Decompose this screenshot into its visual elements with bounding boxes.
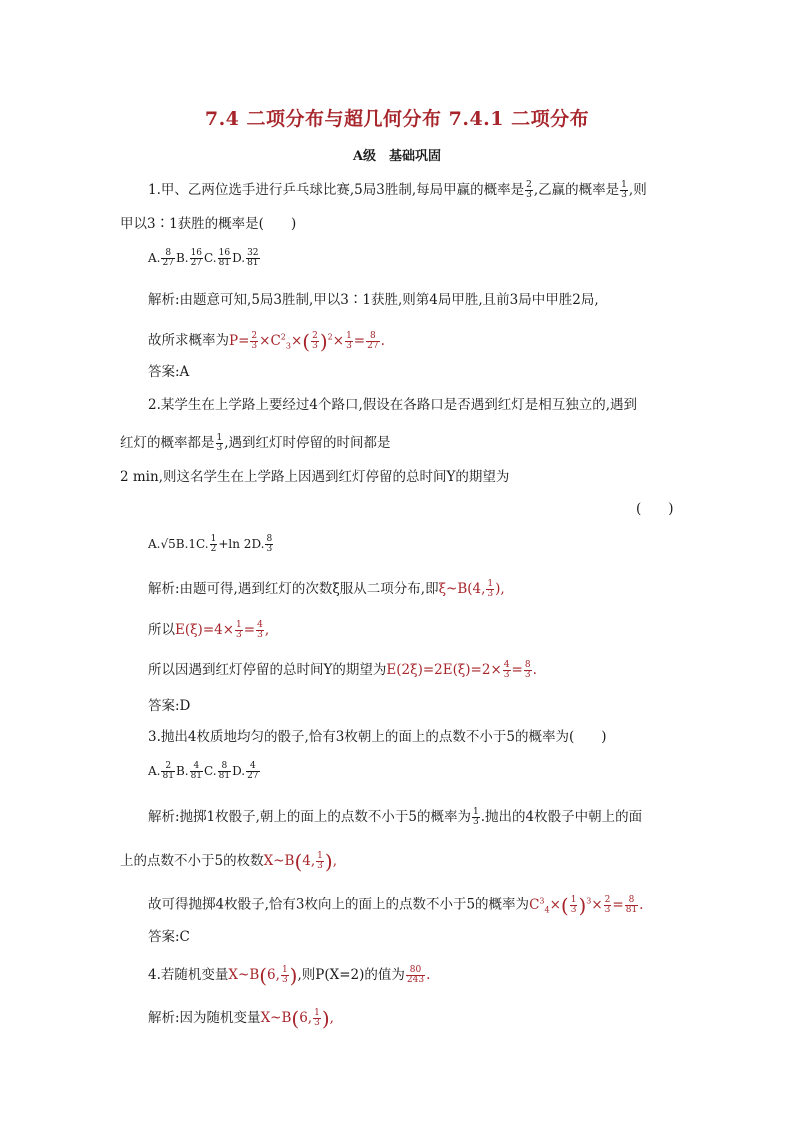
q3-analysis-line3: 故可得抛掷4枚骰子,恰有3枚向上的面上的点数不小于5的概率为$C^3_4\times$( $\frac{1}{3}$ )$^3$× $\frac{2}{3}$ = $\frac{8}{81}$ . [148,893,644,917]
q2-stem-line2: 红灯的概率都是 $\frac{1}{3}$ ,遇到红灯时停留的时间都是 [120,433,391,453]
q2-analysis-line2: 所以E(ξ)=4× $\frac{1}{3}$ = $\frac{4}{3}$ , [148,620,270,640]
q4-analysis-line1: 解析:因为随机变量X~B(6, $\frac{1}{3}$ ), [148,1006,334,1031]
q1-options: A. $\frac{8}{27}$ B. $\frac{16}{27}$ C. $\frac{16}{81}$ D. $\frac{32}{81}$ [148,248,259,268]
section-level: A级 基础巩固 [352,149,442,164]
q1-analysis-line1: 解析:由题意可知,5局3胜制,甲以3∶1获胜,则第4局甲胜,且前3局中甲胜2局, [148,292,599,308]
q4-stem-line1: 4.若随机变量X~B(6, $\frac{1}{3}$ ),则P(X=2)的值为 $\frac{80}{243}$ . [148,963,431,988]
q2-options: A.√5B.1C. $\frac{1}{2}$ +ln 2D. $\frac{8}{3}$ [148,534,273,554]
q2-answer: 答案:D [148,698,191,714]
fraction: $\frac{1}{3}$ [621,180,627,200]
q3-analysis-line2: 上的点数不小于5的枚数X~B(4, $\frac{1}{3}$ ), [120,849,337,874]
q3-stem-line1: 3.抛出4枚质地均匀的骰子,恰有3枚朝上的面上的点数不小于5的概率为( ) [148,729,607,745]
q2-analysis-line1: 解析:由题可得,遇到红灯的次数ξ服从二项分布,即ξ~B(4, $\frac{1}{3}$ ), [148,579,505,599]
q3-options: A. $\frac{2}{81}$ B. $\frac{4}{81}$ C. $\frac{8}{81}$ D. $\frac{4}{27}$ [148,761,259,781]
q3-analysis-line1: 解析:抛掷1枚骰子,朝上的面上的点数不小于5的概率为 $\frac{1}{3}$ .抛出的4枚骰子中朝上的面 [148,807,643,827]
q1-stem-line1: 1.甲、乙两位选手进行乒乓球比赛,5局3胜制,每局甲赢的概率是 $\frac{2}{3}$ ,乙赢的概率是 $\frac{1}{3}$ ,则 [148,180,647,200]
q2-analysis-line3: 所以因遇到红灯停留的总时间Y的期望为E(2ξ)=2E(ξ)=2× $\frac{4}{3}$ = $\frac{8}{3}$ . [148,660,537,680]
q2-stem-line1: 2.某学生在上学路上要经过4个路口,假设在各路口是否遇到红灯是相互独立的,遇到 [148,397,638,413]
page-title: 7.4 二项分布与超几何分布 7.4.1 二项分布 [204,108,590,130]
q2-stem-line3: 2 min,则这名学生在上学路上因遇到红灯停留的总时间Y的期望为 [120,469,510,485]
q3-answer: 答案:C [148,929,190,945]
q1-analysis-line2: 故所求概率为P= $\frac{2}{3}$ $\times C^2_3\times$( $\frac{2}{3}$ )$^2$× $\frac{1}{3}$ = $\frac{8}{27}$ . [148,329,385,353]
q1-stem-line2: 甲以3∶1获胜的概率是( ) [120,216,297,232]
q2-answer-paren: ( ) [636,501,674,517]
q1-answer: 答案:A [148,364,190,380]
fraction: $\frac{2}{3}$ [526,180,532,200]
